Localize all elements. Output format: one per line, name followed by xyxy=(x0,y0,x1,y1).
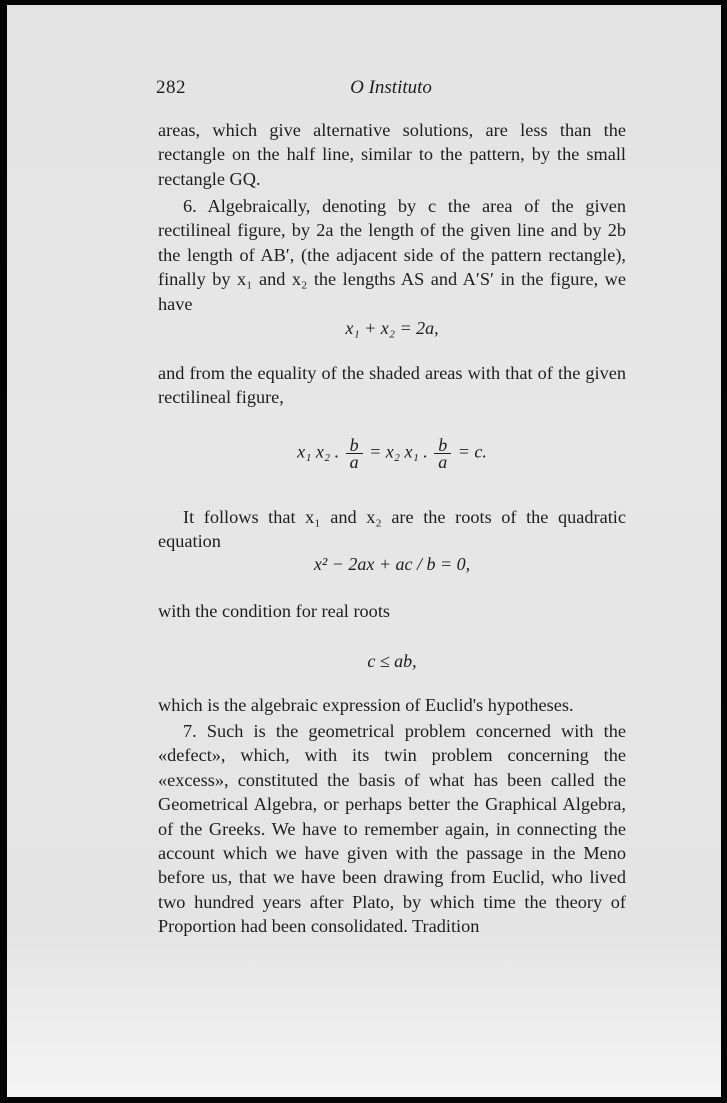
fraction-b-over-a xyxy=(346,437,363,470)
page-number: 282 xyxy=(156,77,186,98)
paragraph-euclid: which is the algebraic expression of Euclid's hypotheses. xyxy=(158,695,574,715)
fraction-denominator: a xyxy=(349,452,359,472)
book-page xyxy=(7,5,721,1097)
fraction-b-over-a-2 xyxy=(434,437,451,470)
fraction-numerator-2: b xyxy=(434,437,451,454)
eq-product-left: x₁ x₂ . xyxy=(297,441,340,462)
paragraph-continuation: areas, which give alternative solutions, are less than the rectangle on the half line, similar to the pattern, by the small rectangle GQ. xyxy=(158,120,626,189)
eq-product-right: = c. xyxy=(457,441,487,462)
running-title: O Instituto xyxy=(350,77,432,98)
paragraph-condition: with the condition for real roots xyxy=(158,601,391,621)
paragraph-section-6: 6. Algebraically, denoting by c the area of the given rectilineal figure, by 2a the length of the given line and by 2b the length of AB′, (the adjacent side of the pattern rectangle), finally by x₁ and x₂ the lengths AS and A′S′ in the figure, we have xyxy=(158,196,626,314)
paragraph-roots: It follows that x₁ and x₂ are the roots of the quadratic equation xyxy=(158,507,626,552)
fraction-denominator-2: a xyxy=(438,452,448,472)
equation-inequality: c ≤ ab, xyxy=(367,651,417,671)
paragraph-shaded-areas: and from the equality of the shaded areas with that of the given rectilineal figure, xyxy=(158,363,626,408)
equation-product xyxy=(158,437,626,470)
equation-sum: x₁ + x₂ = 2a, xyxy=(345,318,439,338)
page-header xyxy=(156,77,626,105)
equation-quadratic: x² − 2ax + ac / b = 0, xyxy=(313,554,471,574)
fraction-numerator: b xyxy=(346,437,363,454)
eq-product-middle: = x₂ x₁ . xyxy=(369,441,428,462)
paragraph-section-7: 7. Such is the geometrical problem concerned with the «defect», which, with its twin problem concerning the «excess», constituted the basis of what has been called the Geometrical Algebra, or perhaps better the Graphical Algebra, of the Greeks. We have to remember again, in connecting the account which we have given with the passage in the Meno before us, that we have been drawing from Euclid, who lived two hundred years after Plato, by which time the theory of Proportion had been consolidated. Tradition xyxy=(158,721,626,937)
